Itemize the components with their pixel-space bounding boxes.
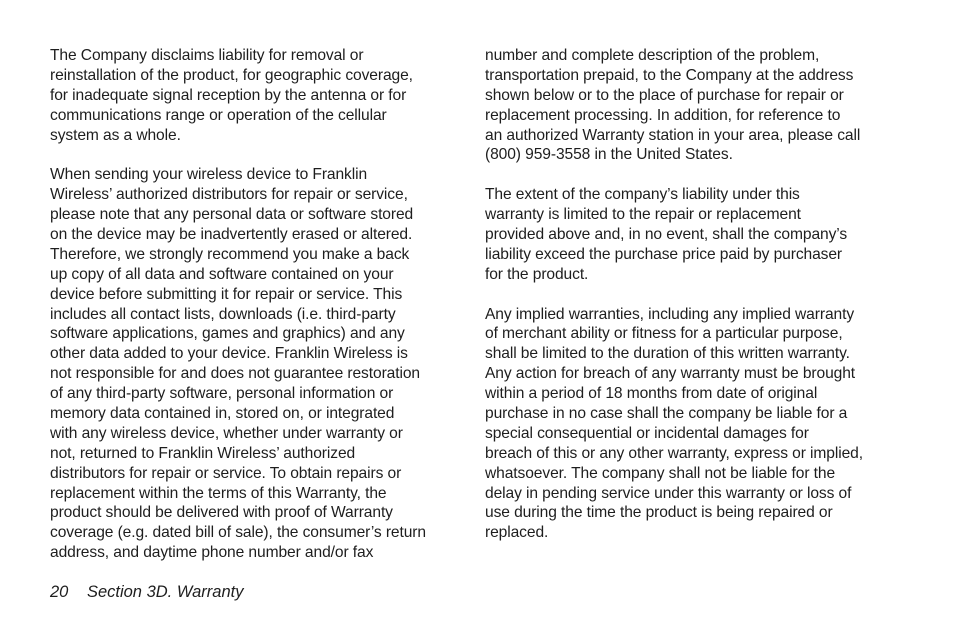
text-line: special consequential or incidental damages for [485,424,809,442]
text-line: up copy of all data and software contained on your [50,265,394,283]
text-line: within a period of 18 months from date of original [485,385,818,403]
text-line: software applications, games and graphics) and any [50,325,405,343]
text-line: use during the time the product is being repaired or [485,504,833,522]
text-line: please note that any personal data or software stored [50,206,414,224]
text-line: communications range or operation of the cellular [50,106,387,124]
text-line: delay in pending service under this warranty or loss of [485,484,852,502]
text-line: Wireless’ authorized distributors for repair or service, [50,186,408,204]
text-line: on the device may be inadvertently erased or altered. [50,226,413,244]
text-line: number and complete description of the problem, [485,47,820,64]
paragraph [50,46,462,145]
text-line: other data added to your device. Franklin Wireless is [50,345,408,363]
text-line: system as a whole. [50,126,181,144]
text-line: Therefore, we strongly recommend you make a back [50,245,410,263]
text-line: (800) 959-3558 in the United States. [485,146,733,164]
paragraph [485,185,899,284]
text-line: provided above and, in no event, shall the company’s [485,226,848,244]
right-text-column [485,46,899,563]
text-line: device before submitting it for repair or service. This [50,285,403,303]
page-footer [50,583,243,602]
text-line: an authorized Warranty station in your area, please call [485,126,861,144]
text-line: shall be limited to the duration of this written warranty. [485,345,850,363]
section-title: Section 3D. Warranty [86,583,244,601]
text-line: distributors for repair or service. To obtain repairs or [50,464,402,482]
text-line: breach of this or any other warranty, express or implied, [485,444,863,462]
text-line: includes all contact lists, downloads (i.e. third-party [50,305,396,323]
text-line: whatsoever. The company shall not be liable for the [485,464,836,482]
left-text-column [50,46,462,583]
text-line: memory data contained in, stored on, or integrated [50,405,395,423]
text-line: for the product. [485,265,589,283]
text-line: with any wireless device, whether under warranty or [50,424,403,442]
text-line: not, returned to Franklin Wireless’ authorized [50,444,356,462]
text-line: replacement within the terms of this Warranty, the [50,484,387,502]
text-line: Any implied warranties, including any implied warranty [485,305,855,323]
text-line: transportation prepaid, to the Company at the address [485,66,854,84]
text-line: The Company disclaims liability for removal or [50,47,364,64]
text-line: warranty is limited to the repair or replacement [485,206,801,224]
text-line: for inadequate signal reception by the antenna or for [50,86,407,104]
text-line: coverage (e.g. dated bill of sale), the consumer’s return [50,524,426,542]
paragraph [485,46,899,165]
text-line: product should be delivered with proof of Warranty [50,504,393,522]
text-line: replacement processing. In addition, for reference to [485,106,841,124]
text-line: Any action for breach of any warranty must be brought [485,365,856,383]
text-line: not responsible for and does not guarantee restoration [50,365,420,383]
text-line: address, and daytime phone number and/or fax [50,544,374,562]
paragraph [50,165,462,563]
text-line: purchase in no case shall the company be liable for a [485,405,848,423]
text-line: The extent of the company’s liability under this [485,186,800,204]
text-line: of merchant ability or fitness for a particular purpose, [485,325,843,343]
page-number: 20 [50,583,69,601]
text-line: replaced. [485,524,549,542]
text-line: shown below or to the place of purchase for repair or [485,86,844,104]
text-line: of any third-party software, personal information or [50,385,394,403]
paragraph [485,305,899,544]
text-line: reinstallation of the product, for geographic coverage, [50,66,413,84]
text-line: liability exceed the purchase price paid by purchaser [485,245,843,263]
text-line: When sending your wireless device to Franklin [50,166,368,184]
